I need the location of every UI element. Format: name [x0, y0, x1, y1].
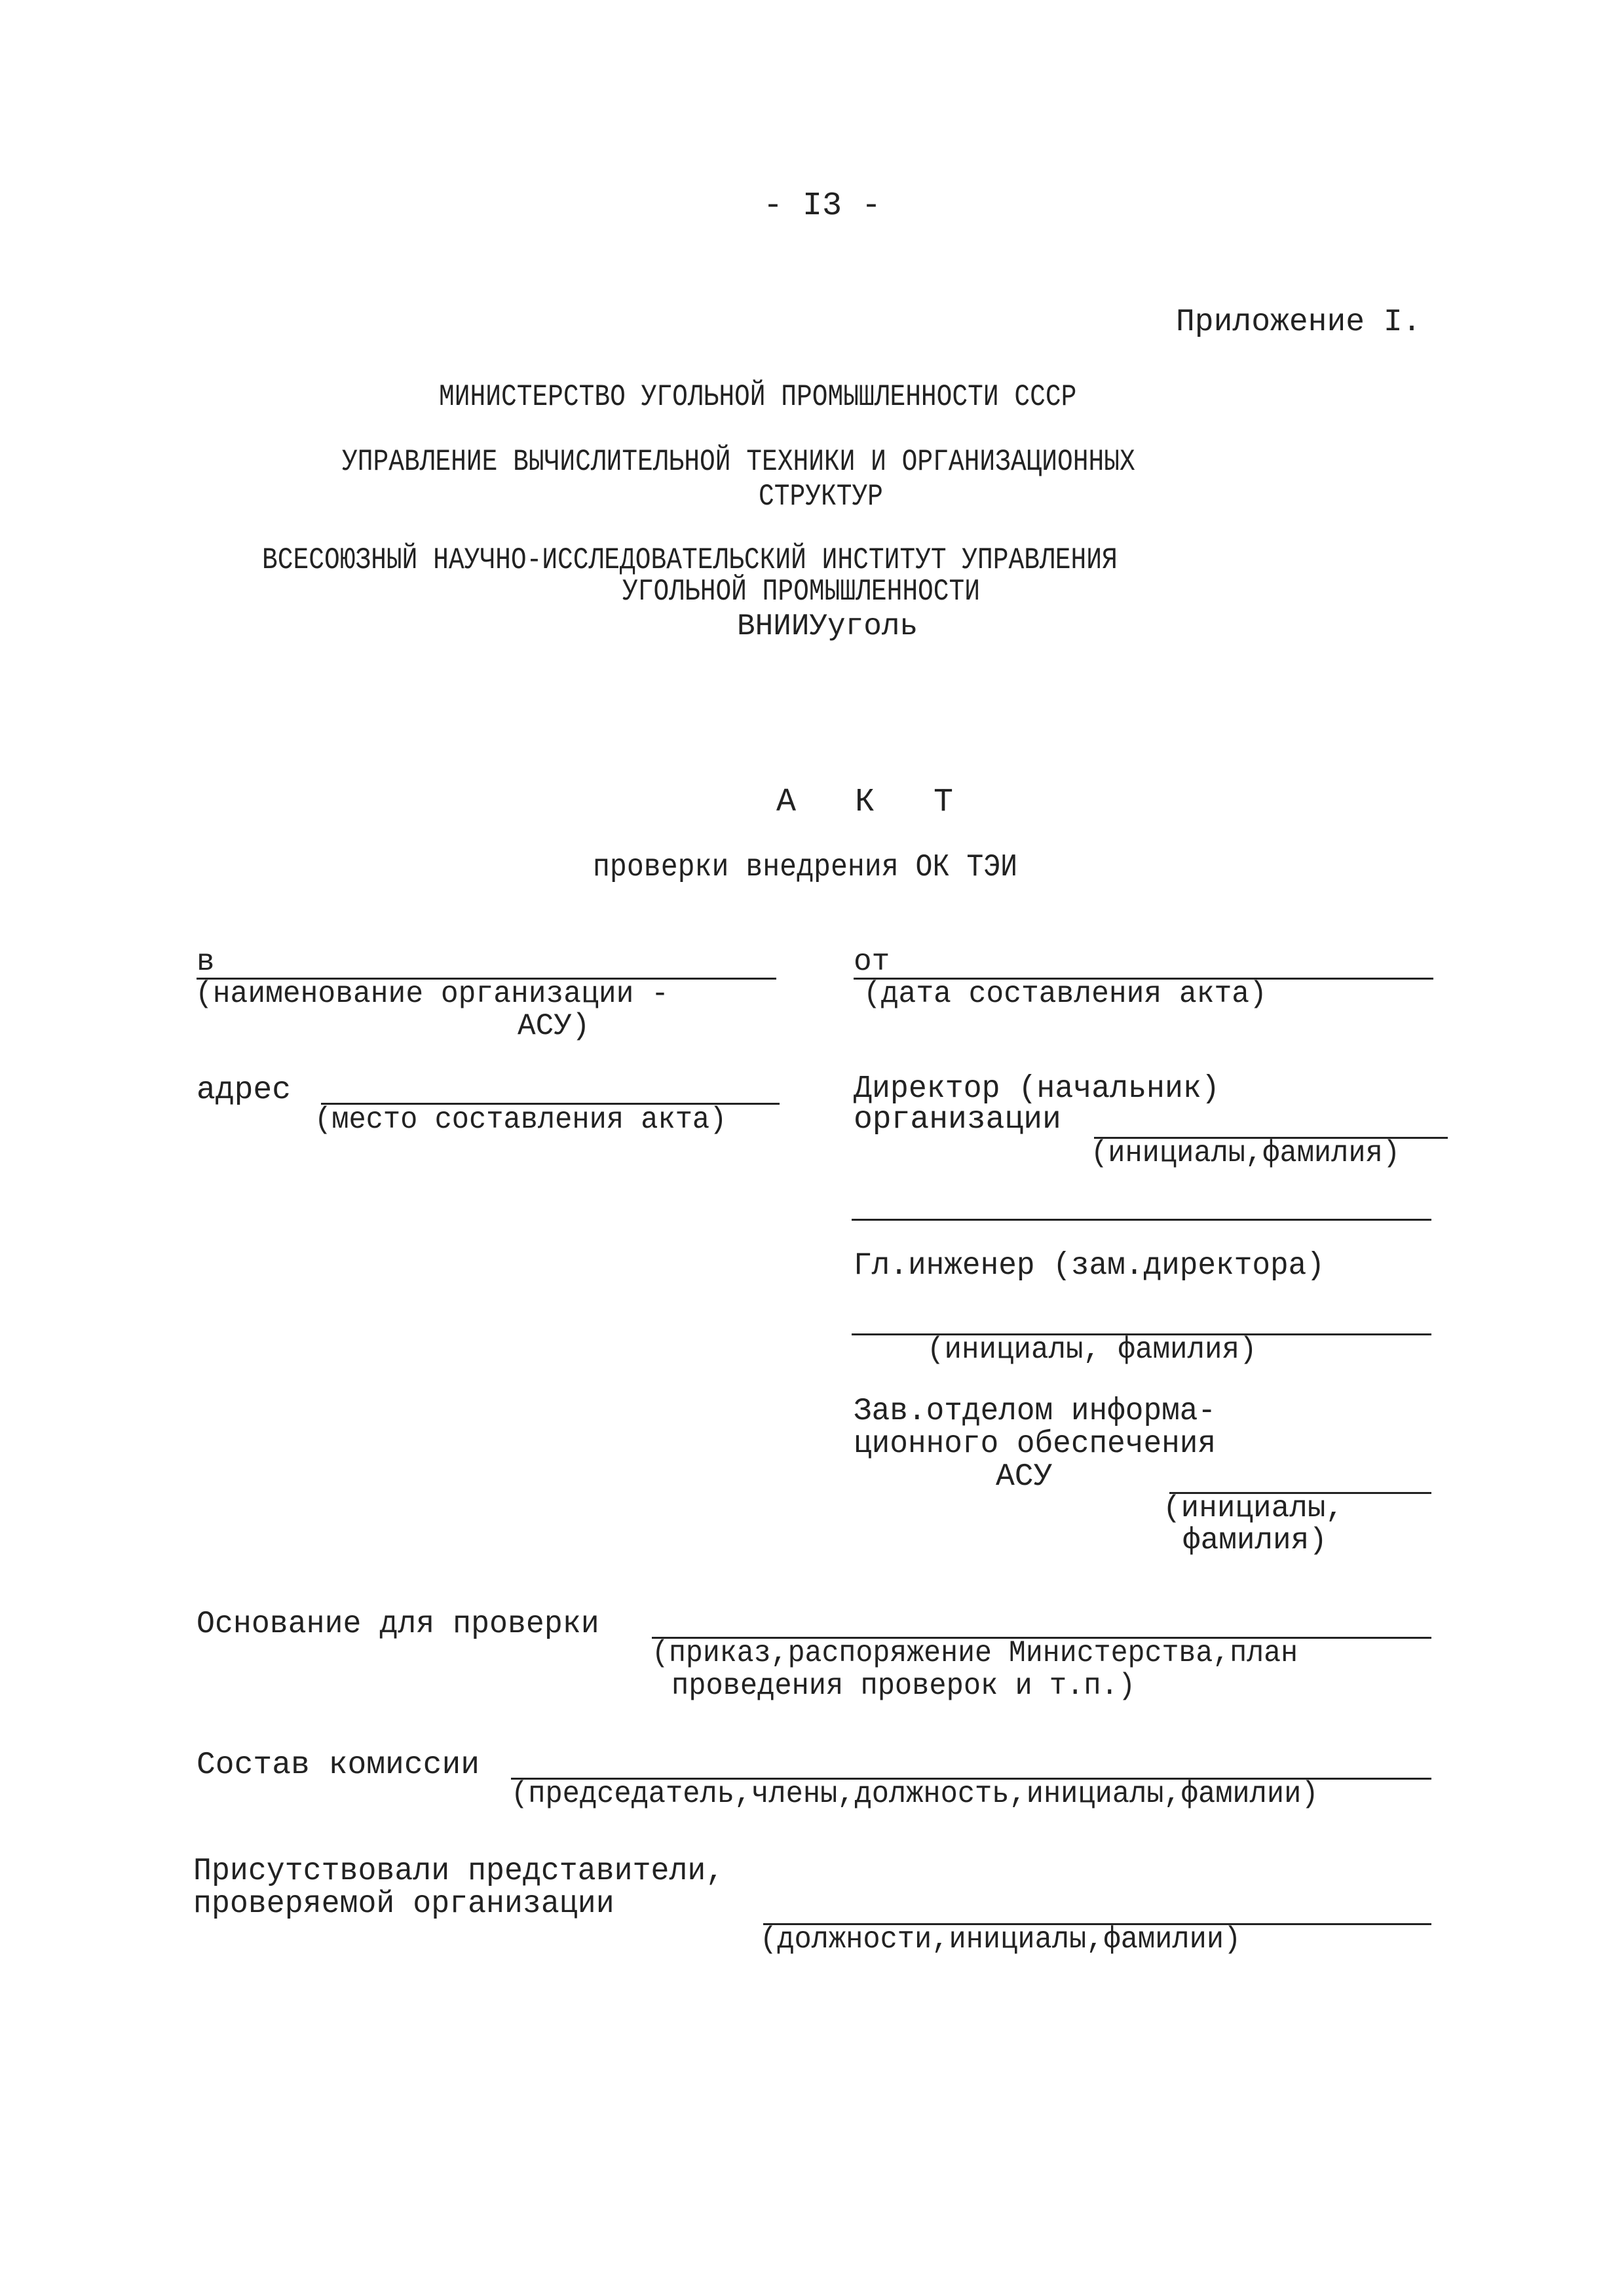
head-label-line2: ционного обеспечения	[854, 1426, 1217, 1462]
in-label: в	[197, 945, 215, 979]
basis-hint-line2: проведения проверок и т.п.)	[671, 1669, 1136, 1703]
chief-engineer-hint: (инициалы, фамилия)	[927, 1333, 1257, 1367]
department-title-line1: УПРАВЛЕНИЕ ВЫЧИСЛИТЕЛЬНОЙ ТЕХНИКИ И ОРГАНИЗАЦИОННЫХ	[342, 445, 1135, 479]
present-label-line1: Присутствовали представители,	[193, 1854, 725, 1889]
director-label-line2: организации	[854, 1102, 1061, 1138]
head-hint-line1: (инициалы,	[1163, 1491, 1344, 1525]
institute-title-line2: УГОЛЬНОЙ ПРОМЫШЛЕННОСТИ	[622, 575, 981, 609]
director-label-line1: Директор (начальник)	[854, 1071, 1220, 1107]
head-label-line3: АСУ	[996, 1459, 1053, 1495]
address-label: адрес	[197, 1073, 292, 1108]
commission-label: Состав комиссии	[197, 1748, 480, 1783]
director-extra-line	[852, 1219, 1431, 1221]
institute-short-name: ВНИИУуголь	[737, 609, 918, 643]
department-title-line2: СТРУКТУР	[759, 480, 883, 514]
org-name-hint-line2: АСУ)	[518, 1009, 590, 1043]
present-hint: (должности,инициалы,фамилии)	[760, 1923, 1241, 1957]
commission-hint: (председатель,члены,должность,инициалы,фамилии)	[511, 1777, 1319, 1811]
head-label-line1: Зав.отделом информа-	[854, 1394, 1217, 1429]
director-hint: (инициалы,фамилия)	[1091, 1136, 1401, 1170]
act-subtitle: проверки внедрения ОК ТЭИ	[593, 850, 1018, 885]
institute-title-line1: ВСЕСОЮЗНЫЙ НАУЧНО-ИССЛЕДОВАТЕЛЬСКИЙ ИНСТИТУТ УПРАВЛЕНИЯ	[262, 543, 1118, 577]
act-title: А К Т	[776, 784, 973, 821]
basis-hint-line1: (приказ,распоряжение Министерства,план	[652, 1636, 1298, 1670]
ministry-title: МИНИСТЕРСТВО УГОЛЬНОЙ ПРОМЫШЛЕННОСТИ СССР	[439, 380, 1077, 414]
present-label-line2: проверяемой организации	[193, 1886, 614, 1922]
chief-engineer-label: Гл.инженер (зам.директора)	[854, 1248, 1325, 1284]
basis-label: Основание для проверки	[197, 1607, 599, 1642]
date-hint: (дата составления акта)	[863, 977, 1267, 1011]
head-hint-line2: фамилия)	[1182, 1523, 1327, 1558]
from-label: от	[854, 945, 890, 979]
appendix-label: Приложение I.	[1176, 305, 1422, 340]
page-number: - I3 -	[763, 187, 882, 225]
address-hint: (место составления акта)	[314, 1103, 727, 1137]
org-name-hint-line1: (наименование организации -	[195, 977, 669, 1011]
